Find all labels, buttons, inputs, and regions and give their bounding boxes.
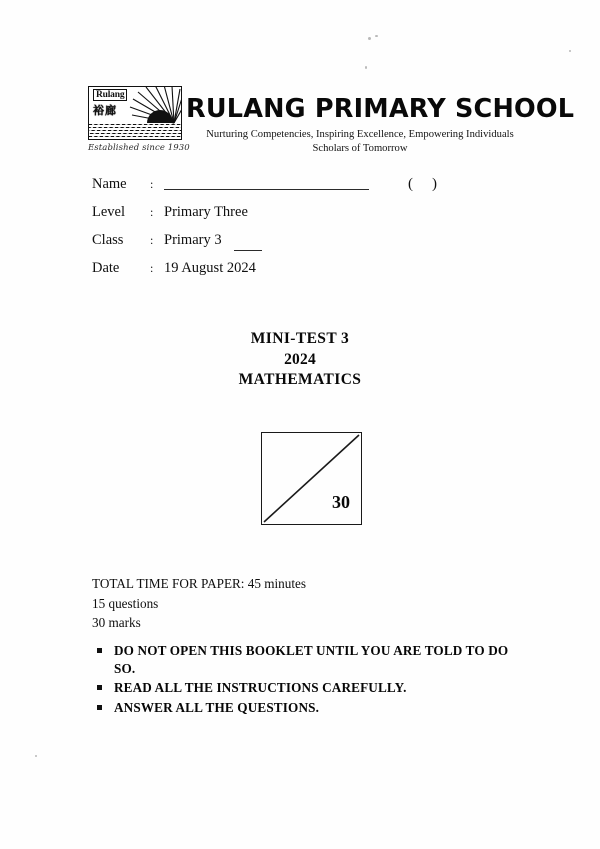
name-label: Name [92,176,127,192]
square-bullet-icon [97,648,102,653]
square-bullet-icon [97,685,102,690]
instruction-item [92,642,522,677]
square-bullet-icon [97,705,102,710]
instruction-text: DO NOT OPEN THIS BOOKLET UNTIL YOU ARE TOLD TO DO SO. [114,643,509,676]
date-label: Date [92,260,120,276]
logo-emblem [88,86,182,140]
waves-texture [89,124,181,139]
class-value: Primary 3 [164,232,222,248]
total-marks-text: 30 marks [92,615,141,630]
class-label: Class [92,232,124,248]
total-marks-value: 30 [332,492,350,512]
school-name: RULANG PRIMARY SCHOOL [186,94,575,124]
instruction-text: READ ALL THE INSTRUCTIONS CAREFULLY. [114,680,407,695]
date-value: 19 August 2024 [164,260,256,276]
total-time-text: TOTAL TIME FOR PAPER: 45 minutes [92,576,306,591]
scan-speck [569,50,571,52]
instructions-list [92,642,522,718]
school-logo [88,86,184,140]
level-value: Primary Three [164,204,248,220]
paper-info [92,574,306,633]
scan-speck [368,37,371,40]
question-count-text: 15 questions [92,595,159,611]
paper-title-line-1: MINI-TEST 3 [250,330,350,347]
logo-name-text: Rulang [93,89,127,101]
level-colon: : [150,205,154,219]
student-particulars [92,170,512,282]
tagline-line-2: Scholars of Tomorrow [312,142,408,154]
level-label: Level [92,204,126,220]
logo-chinese-text: 裕廊 [93,104,117,117]
class-input-line[interactable] [234,250,262,251]
scan-speck [365,66,367,69]
paper-title-line-2: 2024 [284,350,316,368]
field-row-class [92,226,512,254]
instruction-item [92,679,522,697]
scan-speck [35,755,37,757]
index-paren-open: ( [408,176,413,192]
instruction-item [92,699,522,717]
field-row-name [92,170,512,198]
marks-box [261,432,362,525]
tagline-line-1: Nurturing Competencies, Inspiring Excellence, Empowering Individuals [206,129,514,140]
scan-speck [375,35,378,37]
name-colon: : [150,177,154,191]
field-row-date [92,254,512,282]
paper-title-line-3: MATHEMATICS [238,371,362,388]
paper-title [0,329,600,391]
index-paren-close: ) [432,176,437,192]
name-input-line[interactable] [164,189,369,190]
school-tagline [180,128,540,155]
field-row-level [92,198,512,226]
established-text: Established since 1930 [88,143,190,153]
date-colon: : [150,261,154,275]
class-colon: : [150,233,154,247]
instruction-text: ANSWER ALL THE QUESTIONS. [114,699,320,715]
